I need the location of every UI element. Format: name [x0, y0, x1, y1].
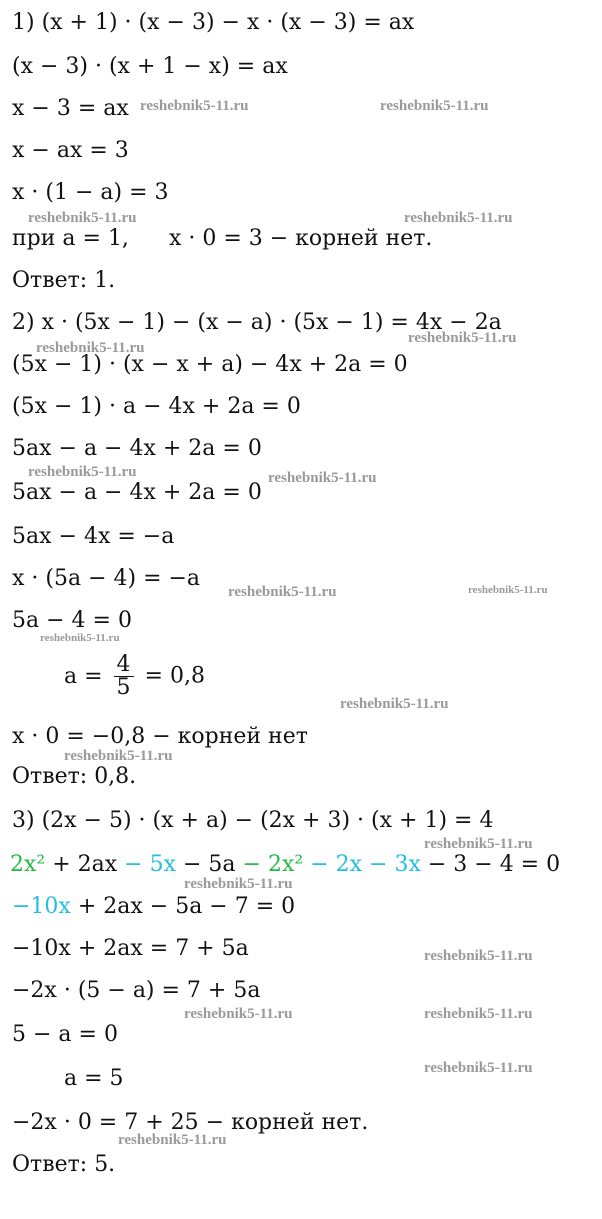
p2-line-10: x · 0 = −0,8 − корней нет [12, 724, 308, 749]
p3-line-3 [12, 894, 295, 920]
p2-line-3: (5x − 1) · a − 4x + 2a = 0 [12, 394, 301, 419]
p2-line-8: 5a − 4 = 0 [12, 608, 132, 633]
fraction-numerator: 4 [114, 654, 134, 677]
p3-line-1: 3) (2x − 5) · (x + a) − (2x + 3) · (x + 1) = 4 [12, 808, 494, 833]
watermark: reshebnik5-11.ru [424, 1006, 533, 1022]
p1-line-1: 1) (x + 1) · (x − 3) − x · (x − 3) = ax [12, 10, 415, 35]
p3-answer: Ответ: 5. [12, 1152, 116, 1177]
watermark: reshebnik5-11.ru [424, 1060, 533, 1076]
p3-line-8: −2x · 0 = 7 + 25 − корней нет. [12, 1110, 369, 1135]
watermark: reshebnik5-11.ru [268, 470, 377, 486]
p3-line-3-rest: + 2ax − 5a − 7 = 0 [70, 894, 296, 919]
watermark: reshebnik5-11.ru [424, 836, 533, 852]
term-4: − 5a [176, 852, 243, 877]
fraction-denominator: 5 [116, 675, 131, 700]
p2-decimal: = 0,8 [144, 663, 205, 689]
watermark: reshebnik5-11.ru [404, 210, 513, 226]
p2-line-4: 5ax − a − 4x + 2a = 0 [12, 436, 262, 461]
watermark: reshebnik5-11.ru [340, 696, 449, 712]
watermark: reshebnik5-11.ru [380, 98, 489, 114]
p2-line-6: 5ax − 4x = −a [12, 524, 175, 549]
watermark: reshebnik5-11.ru [228, 584, 337, 600]
p2-a-equals: a = [64, 663, 103, 689]
watermark: reshebnik5-11.ru [408, 330, 517, 346]
watermark: reshebnik5-11.ru [468, 584, 548, 596]
p1-answer: Ответ: 1. [12, 268, 116, 293]
term-cyan-3: −10x [12, 894, 71, 919]
p1-line-2: (x − 3) · (x + 1 − x) = ax [12, 54, 288, 79]
p3-a-value: a = 5 [64, 1066, 124, 1091]
watermark: reshebnik5-11.ru [36, 340, 145, 356]
p3-line-7 [12, 1066, 124, 1092]
p2-line-1: 2) x · (5x − 1) − (x − a) · (5x − 1) = 4x − 2a [12, 310, 502, 335]
term-cyan-2: − 2x − 3x [310, 852, 421, 877]
p3-line-5: −2x · (5 − a) = 7 + 5a [12, 978, 261, 1003]
p2-answer: Ответ: 0,8. [12, 764, 137, 789]
p3-line-6: 5 − a = 0 [12, 1022, 118, 1047]
p1-line-5: x · (1 − a) = 3 [12, 180, 169, 205]
watermark: reshebnik5-11.ru [424, 948, 533, 964]
p1-condition: при a = 1, [12, 226, 129, 251]
watermark: reshebnik5-11.ru [40, 632, 120, 644]
p3-line-4: −10x + 2ax = 7 + 5a [12, 936, 249, 961]
p2-line-9 [12, 654, 205, 699]
watermark: reshebnik5-11.ru [28, 210, 137, 226]
term-green-2: − 2x² [242, 852, 304, 877]
p1-conclusion: x · 0 = 3 − корней нет. [168, 226, 433, 251]
p1-line-6 [12, 226, 432, 252]
p1-line-4: x − ax = 3 [12, 138, 129, 163]
watermark: reshebnik5-11.ru [184, 1006, 293, 1022]
p2-line-7: x · (5a − 4) = −a [12, 566, 201, 591]
p2-line-5: 5ax − a − 4x + 2a = 0 [12, 480, 262, 505]
term-8: − 3 − 4 = 0 [420, 852, 561, 877]
term-green-1: 2x² [10, 852, 46, 877]
watermark: reshebnik5-11.ru [140, 98, 249, 114]
p2-line-2: (5x − 1) · (x − x + a) − 4x + 2a = 0 [12, 352, 408, 377]
fraction [114, 654, 134, 699]
watermark: reshebnik5-11.ru [184, 876, 293, 892]
term-cyan-1: − 5x [124, 852, 177, 877]
p3-line-2 [10, 852, 560, 878]
term-2: + 2ax [45, 852, 125, 877]
watermark: reshebnik5-11.ru [28, 464, 137, 480]
watermark: reshebnik5-11.ru [64, 748, 173, 764]
p1-line-3: x − 3 = ax [12, 96, 129, 121]
watermark: reshebnik5-11.ru [118, 1132, 227, 1148]
